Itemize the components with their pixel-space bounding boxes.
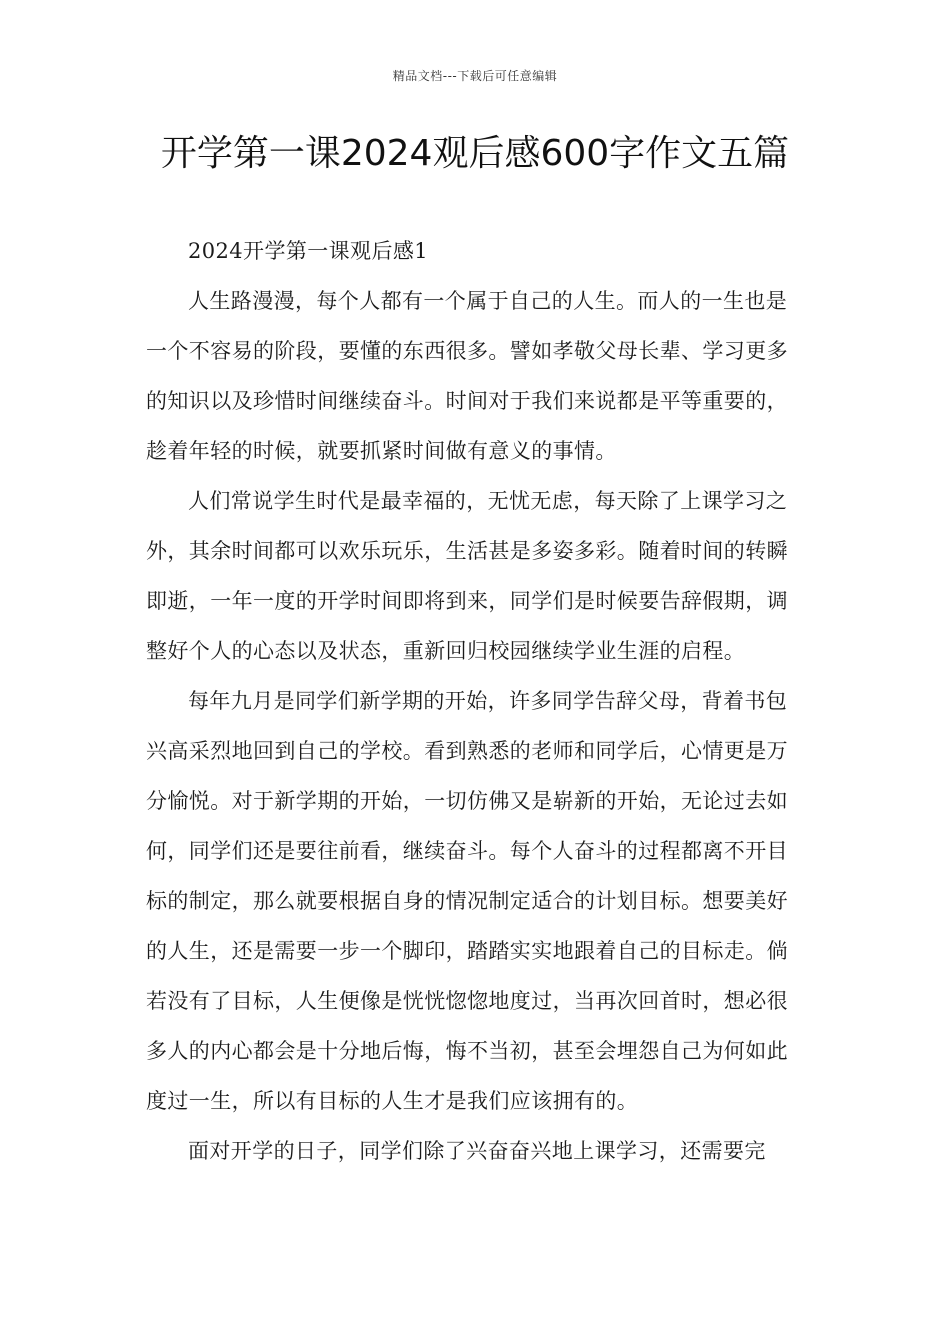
document-body: [146, 226, 806, 1176]
section-heading: 2024开学第一课观后感1: [188, 239, 429, 263]
paragraph: 每年九月是同学们新学期的开始，许多同学告辞父母，背着书包兴高采烈地回到自己的学校。看到熟悉的老师和同学后，心情更是万分愉悦。对于新学期的开始，一切仿佛又是崭新的开始，无论过去如何，同学们还是要往前看，继续奋斗。每个人奋斗的过程都离不开目标的制定，那么就要根据自身的情况制定适合的计划目标。想要美好的人生，还是需要一步一个脚印，踏踏实实地跟着自己的目标走。倘若没有了目标，人生便像是恍恍惚惚地度过，当再次回首时，想必很多人的内心都会是十分地后悔，悔不当初，甚至会埋怨自己为何如此度过一生，所以有目标的人生才是我们应该拥有的。: [146, 689, 788, 1113]
paragraph: 人生路漫漫，每个人都有一个属于自己的人生。而人的一生也是一个不容易的阶段，要懂的东西很多。譬如孝敬父母长辈、学习更多的知识以及珍惜时间继续奋斗。时间对于我们来说都是平等重要的，趁着年轻的时候，就要抓紧时间做有意义的事情。: [146, 289, 788, 463]
document-title: 开学第一课2024观后感600字作文五篇: [160, 133, 790, 174]
paragraph: 面对开学的日子，同学们除了兴奋奋兴地上课学习，还需要完: [188, 1139, 766, 1163]
header-note: 精品文档---下载后可任意编辑: [392, 69, 558, 83]
paragraph: 人们常说学生时代是最幸福的，无忧无虑，每天除了上课学习之外，其余时间都可以欢乐玩乐，生活甚是多姿多彩。随着时间的转瞬即逝，一年一度的开学时间即将到来，同学们是时候要告辞假期，调整好个人的心态以及状态，重新回归校园继续学业生涯的启程。: [146, 489, 788, 663]
